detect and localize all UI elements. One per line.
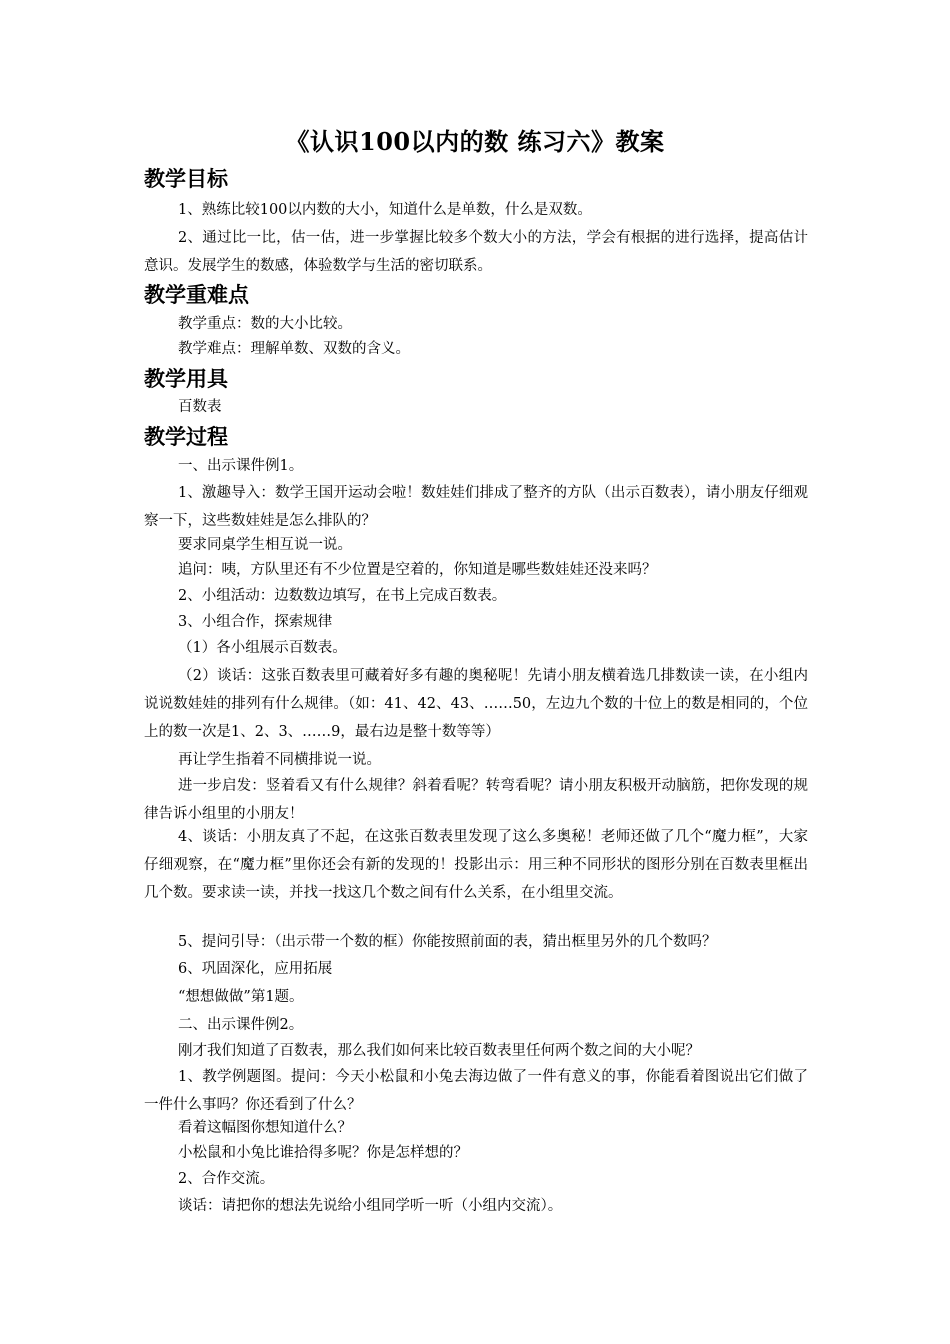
- tools-text: 百数表: [178, 399, 222, 415]
- process-paragraph: 2、合作交流。: [178, 1171, 275, 1187]
- heading-objectives: 教学目标: [144, 167, 228, 191]
- process-paragraph: 再让学生指着不同横排说一说。: [178, 752, 381, 768]
- heading-tools: 教学用具: [144, 367, 228, 391]
- process-paragraph: 1、激趣导入：数学王国开运动会啦！数娃娃们排成了整齐的方队（出示百数表），请小朋友仔细观察一下，这些数娃娃是怎么排队的？: [144, 485, 808, 529]
- process-paragraph: 小松鼠和小兔比谁拾得多呢？你是怎样想的？: [178, 1145, 468, 1161]
- process-paragraph: 一、出示课件例1。: [178, 458, 304, 474]
- process-paragraph: 2、小组活动：边数数边填写，在书上完成百数表。: [178, 588, 507, 604]
- process-paragraph: 要求同桌学生相互说一说。: [178, 537, 352, 553]
- process-paragraph: （1）各小组展示百数表。: [178, 640, 347, 656]
- process-paragraph: 4、谈话：小朋友真了不起，在这张百数表里发现了这么多奥秘！老师还做了几个“魔力框”，大家仔细观察，在“魔力框”里你还会有新的发现的！投影出示：用三种不同形状的图形分别在百数表里框出几个数。要求读一读，并找一找这几个数之间有什么关系，在小组里交流。: [144, 829, 808, 901]
- process-paragraph: 进一步启发：竖着看又有什么规律？斜着看呢？转弯看呢？请小朋友积极开动脑筋，把你发现的规律告诉小组里的小朋友！: [144, 778, 808, 822]
- process-paragraph: 5、提问引导：（出示带一个数的框）你能按照前面的表，猜出框里另外的几个数吗？: [178, 934, 717, 950]
- objective-1: 1、熟练比较100以内数的大小，知道什么是单数，什么是双数。: [178, 202, 592, 218]
- document-title: 《认识100以内的数 练习六》教案: [285, 127, 665, 156]
- keypoint-focus: 教学重点：数的大小比较。: [178, 316, 352, 332]
- process-paragraph: 看着这幅图你想知道什么？: [178, 1120, 352, 1136]
- objective-2: 2、通过比一比，估一估，进一步掌握比较多个数大小的方法，学会有根据的进行选择，提高估计意识。发展学生的数感，体验数学与生活的密切联系。: [144, 230, 808, 274]
- heading-process: 教学过程: [144, 425, 228, 449]
- process-paragraph: （2）谈话：这张百数表里可藏着好多有趣的奥秘呢！先请小朋友横着选几排数读一读，在小组内说说数娃娃的排列有什么规律。（如：41、42、43、……50，左边九个数的十位上的数是相同的，个位上的数一次是1、2、3、……9，最右边是整十数等等）: [144, 668, 808, 740]
- heading-keypoints: 教学重难点: [144, 283, 249, 307]
- process-paragraph: 1、教学例题图。提问：今天小松鼠和小兔去海边做了一件有意义的事，你能看着图说出它们做了一件什么事吗？你还看到了什么？: [144, 1069, 808, 1113]
- keypoint-difficulty: 教学难点：理解单数、双数的含义。: [178, 341, 410, 357]
- process-paragraph: 3、小组合作，探索规律: [178, 614, 333, 630]
- process-paragraph: 二、出示课件例2。: [178, 1017, 304, 1033]
- process-paragraph: 谈话：请把你的想法先说给小组同学听一听（小组内交流）。: [178, 1198, 563, 1214]
- process-paragraph: 追问：咦，方队里还有不少位置是空着的，你知道是哪些数娃娃还没来吗？: [178, 562, 657, 578]
- process-paragraph: “想想做做”第1题。: [178, 989, 304, 1005]
- process-paragraph: 刚才我们知道了百数表，那么我们如何来比较百数表里任何两个数之间的大小呢？: [178, 1043, 700, 1059]
- process-paragraph: 6、巩固深化，应用拓展: [178, 961, 333, 977]
